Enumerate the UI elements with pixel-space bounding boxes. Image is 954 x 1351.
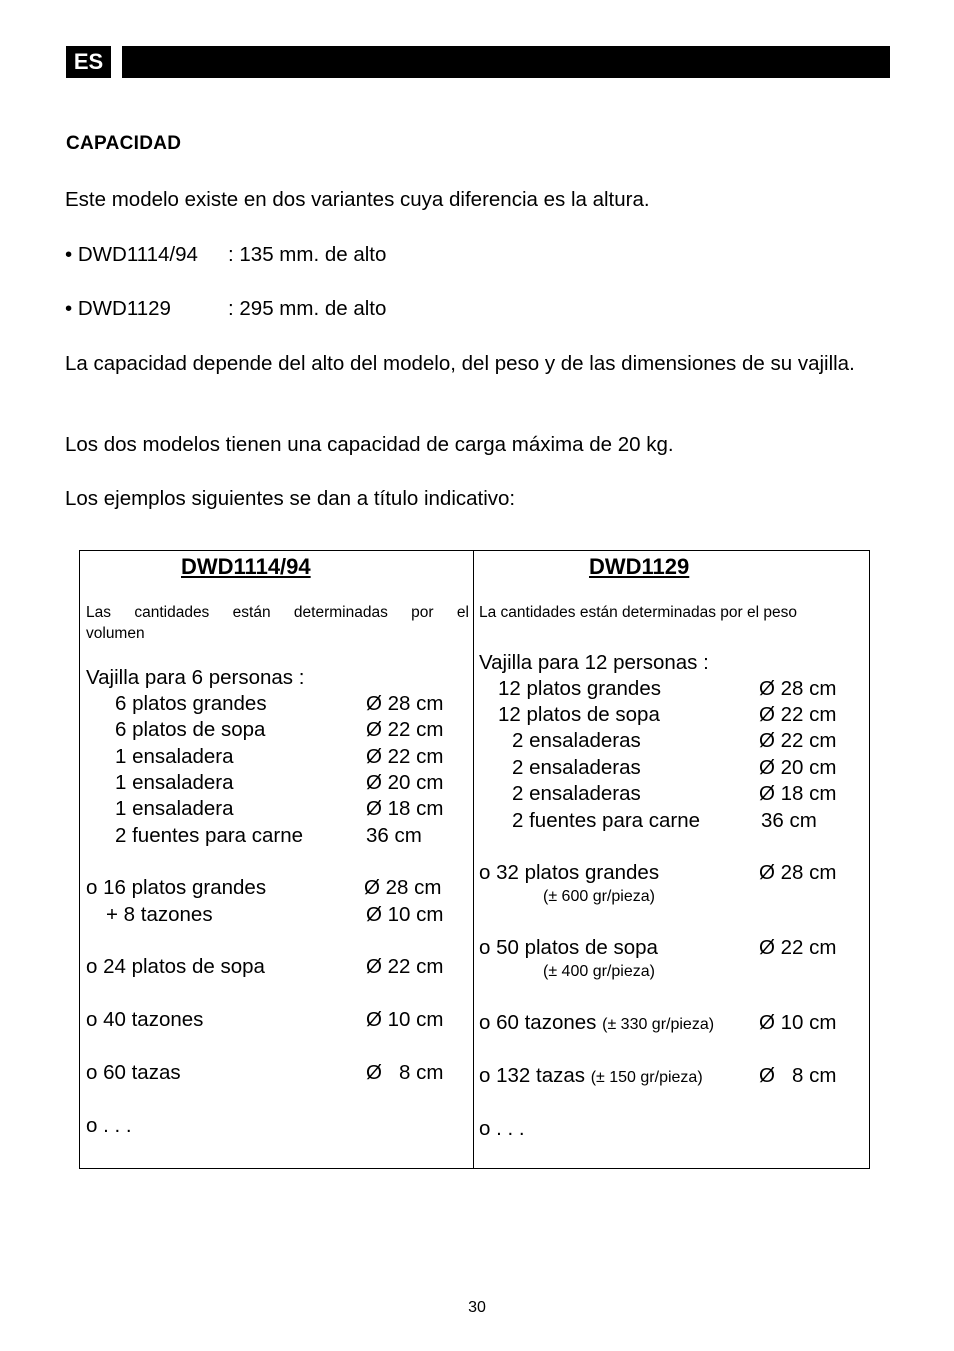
weight-note: (± 400 gr/pieza) [543,963,655,980]
right-column-note: La cantidades están determinadas por el peso [479,604,797,621]
alternative-label: o 60 tazones [479,1011,597,1034]
language-badge: ES [66,46,111,78]
model-height: : 295 mm. de alto [228,297,387,320]
alternative-label: o 32 platos grandes [479,861,660,884]
set-item-size: Ø 28 cm [366,692,444,715]
alternative-size: Ø 8 cm [759,1064,837,1087]
model-line [65,295,386,322]
alternative-label: o 50 platos de sopa [479,936,658,959]
right-column-title: DWD1129 [589,554,690,579]
set-item-size: 36 cm [761,809,817,832]
etc-line: o . . . [479,1117,525,1140]
set-item-label: 1 ensaladera [115,797,234,820]
note-line: volumen [86,625,145,642]
set-item-label: 12 platos grandes [498,677,661,700]
alternative-line [479,1063,703,1091]
set-item-size: Ø 28 cm [759,677,837,700]
alternative-size: Ø 10 cm [366,903,444,926]
set-title: Vajilla para 6 personas : [86,666,305,689]
set-item-size: Ø 18 cm [366,797,444,820]
alternative-size: Ø 10 cm [366,1008,444,1031]
set-title: Vajilla para 12 personas : [479,651,709,674]
alternative-label: + 8 tazones [106,903,213,926]
left-column-note [86,602,469,644]
set-item-label: 6 platos grandes [115,692,267,715]
set-item-label: 2 ensaladeras [512,782,641,805]
model-height: : 135 mm. de alto [228,243,387,266]
etc-line: o . . . [86,1114,132,1137]
alternative-size: Ø 28 cm [759,861,837,884]
set-item-label: 12 platos de sopa [498,703,660,726]
examples-intro: Los ejemplos siguientes se dan a título indicativo: [65,487,516,510]
alternative-label: o 24 platos de sopa [86,955,265,978]
model-name: • DWD1129 [65,297,171,320]
alternative-label: o 60 tazas [86,1061,181,1084]
weight-note: (± 600 gr/pieza) [543,888,655,905]
set-item-label: 1 ensaladera [115,745,234,768]
set-item-label: 2 fuentes para carne [512,809,701,832]
set-item-size: Ø 22 cm [366,745,444,768]
weight-note: (± 330 gr/pieza) [602,1016,715,1033]
weight-note: (± 150 gr/pieza) [590,1069,703,1086]
model-line [65,241,386,268]
set-item-label: 2 ensaladeras [512,756,641,779]
set-item-label: 1 ensaladera [115,771,234,794]
alternative-label: o 16 platos grandes [86,876,267,899]
section-title: CAPACIDAD [66,133,182,154]
note-line: Las cantidades están determinadas por el [86,604,469,621]
set-item-size: Ø 22 cm [759,729,837,752]
table-divider [473,551,474,1169]
alternative-size: Ø 22 cm [366,955,444,978]
set-item-label: 6 platos de sopa [115,718,266,741]
alternative-line [479,1010,714,1038]
right-column [479,551,864,1169]
capacity-paragraph: La capacidad depende del alto del modelo, del peso y de las dimensiones de su vajilla. [65,352,855,375]
max-load-paragraph: Los dos modelos tienen una capacidad de carga máxima de 20 kg. [65,433,674,456]
set-item-size: Ø 20 cm [759,756,837,779]
header-bar [122,46,890,78]
set-item-size: Ø 22 cm [759,703,837,726]
set-item-size: 36 cm [366,824,422,847]
alternative-size: Ø 10 cm [759,1011,837,1034]
capacity-table [79,550,870,1169]
alternative-label: o 132 tazas [479,1064,585,1087]
alternative-size: Ø 22 cm [759,936,837,959]
page-number: 30 [468,1299,486,1316]
model-name: • DWD1114/94 [65,243,198,266]
left-column-title: DWD1114/94 [181,554,311,579]
left-column [86,551,469,1169]
set-item-size: Ø 22 cm [366,718,444,741]
set-item-size: Ø 18 cm [759,782,837,805]
intro-paragraph: Este modelo existe en dos variantes cuya diferencia es la altura. [65,188,650,211]
alternative-size: Ø 28 cm [364,876,442,899]
alternative-label: o 40 tazones [86,1008,204,1031]
set-item-label: 2 ensaladeras [512,729,641,752]
alternative-size: Ø 8 cm [366,1061,444,1084]
set-item-label: 2 fuentes para carne [115,824,304,847]
set-item-size: Ø 20 cm [366,771,444,794]
